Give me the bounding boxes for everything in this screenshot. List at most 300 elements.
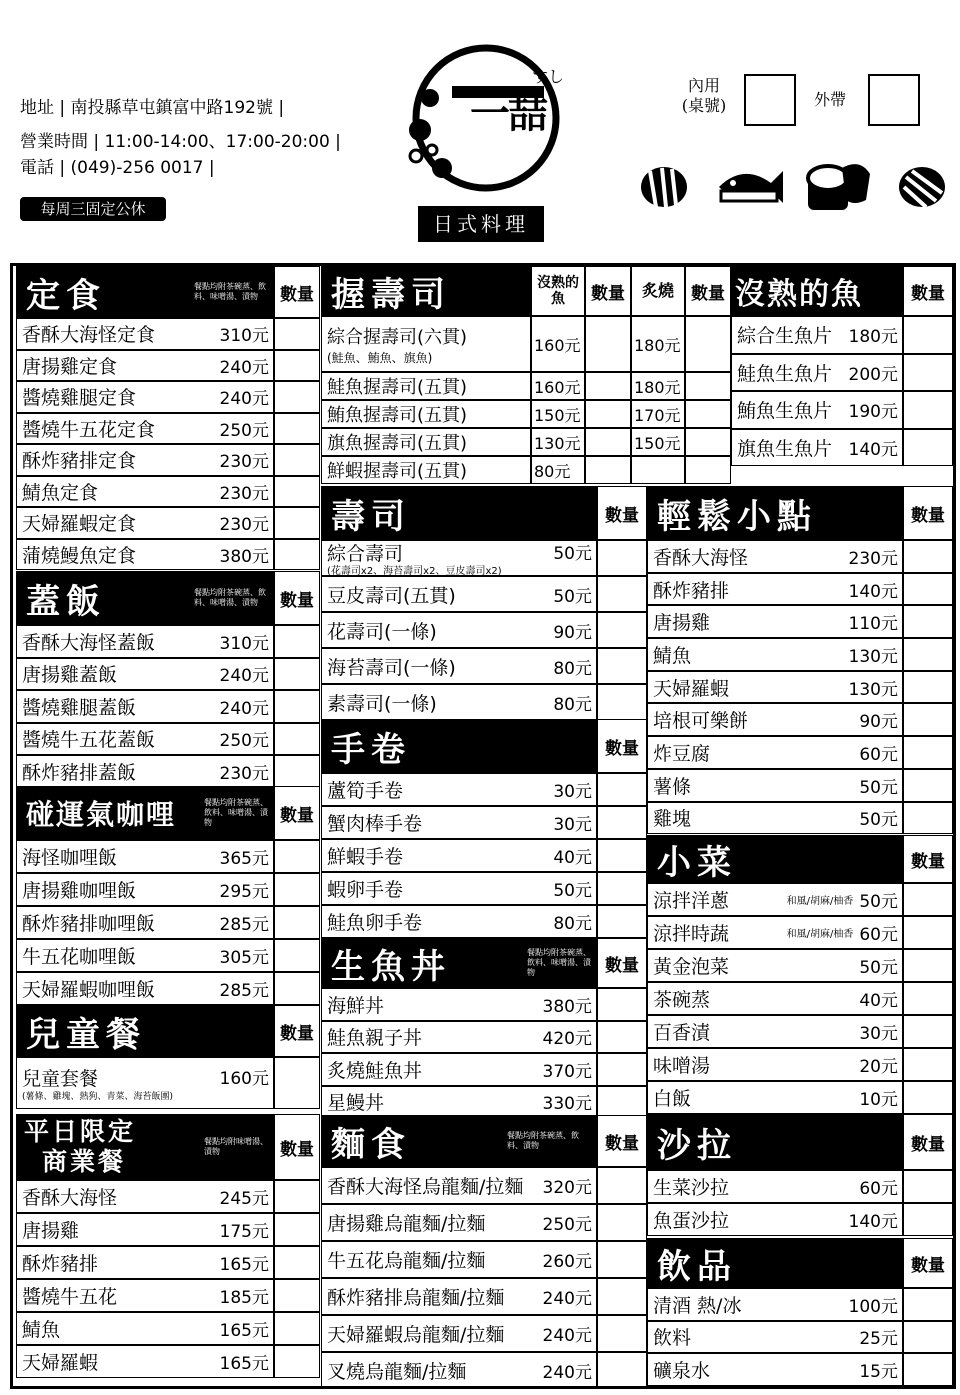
qty-cell[interactable]	[903, 1353, 953, 1386]
nigiri-row	[321, 428, 731, 456]
qty-cell[interactable]	[597, 1278, 647, 1315]
raw-price: 80元	[531, 456, 585, 484]
kids-title: 兒童餐	[26, 1014, 146, 1055]
item-name: 綜合壽司	[327, 542, 404, 565]
chirashi-list	[321, 988, 647, 1118]
item-name: 素壽司(一條)	[327, 692, 437, 715]
qty-cell[interactable]	[597, 540, 647, 576]
qty-cell[interactable]	[274, 1246, 320, 1279]
weekday-qty-header: 數量	[274, 1114, 320, 1180]
noodles-title: 麵食	[331, 1124, 411, 1165]
menu-item	[321, 1021, 597, 1054]
qty-cell[interactable]	[274, 939, 320, 972]
item-price: 240元	[219, 357, 269, 378]
address-text: 地址 | 南投縣草屯鎮富中路192號 |	[20, 98, 285, 118]
item-price: 110元	[848, 614, 898, 635]
takeout-box[interactable]	[868, 74, 920, 126]
item-name: 唐揚雞烏龍麵/拉麵	[327, 1213, 486, 1235]
qty-cell[interactable]	[597, 839, 647, 872]
item-name: 天婦羅蝦定食	[22, 513, 137, 536]
menu-item	[16, 690, 274, 723]
item-name: 培根可樂餅	[653, 710, 749, 733]
item-price: 190元	[848, 402, 898, 423]
menu-item	[16, 840, 274, 873]
menu-item	[321, 576, 597, 612]
kids-header	[16, 1005, 274, 1057]
sets-qty-header: 數量	[274, 266, 320, 318]
item-price: 240元	[542, 1326, 592, 1346]
salad-list	[647, 1170, 953, 1236]
menu-item	[647, 573, 903, 606]
item-price: 30元	[553, 782, 592, 802]
item-price: 260元	[542, 1252, 592, 1272]
qty-cell[interactable]	[903, 1170, 953, 1203]
nigiri-item	[321, 400, 531, 428]
nigiri-row	[321, 316, 731, 372]
table-no-text: (桌號)	[681, 96, 727, 115]
dine-in-label	[664, 76, 744, 116]
qty-cell[interactable]	[274, 873, 320, 906]
qty-cell[interactable]	[903, 769, 953, 802]
qty-cell[interactable]	[274, 755, 320, 788]
seared-price: 180元	[631, 372, 685, 400]
item-name: 鯖魚定食	[22, 481, 99, 504]
menu-row	[321, 612, 647, 648]
menu-item	[321, 872, 597, 905]
item-price: 20元	[859, 1057, 898, 1077]
qty-cell[interactable]	[585, 316, 631, 372]
qty-cell[interactable]	[903, 354, 953, 392]
qty-cell[interactable]	[903, 605, 953, 638]
menu-item	[321, 648, 597, 684]
menu-item	[16, 755, 274, 788]
sides-header	[647, 835, 903, 883]
qty-cell[interactable]	[274, 690, 320, 723]
drinks-list	[647, 1288, 953, 1386]
qty-cell[interactable]	[274, 972, 320, 1005]
item-name: 天婦羅蝦	[653, 677, 730, 700]
item-name: 酥炸豬排定食	[22, 450, 137, 473]
menu-item	[321, 1086, 597, 1119]
qty-cell[interactable]	[597, 773, 647, 806]
item-name: 涼拌洋蔥	[653, 890, 730, 912]
menu-row	[647, 736, 953, 769]
item-name: 酥炸豬排	[653, 579, 730, 602]
menu-row	[16, 1246, 320, 1279]
menu-item	[321, 905, 597, 938]
noodles-list	[321, 1167, 647, 1389]
menu-row	[321, 839, 647, 872]
qty-cell[interactable]	[274, 1180, 320, 1213]
item-price: 230元	[219, 515, 269, 536]
menu-row	[647, 1170, 953, 1203]
item-option: 和風/胡麻/柚香	[786, 896, 854, 907]
menu-row	[321, 1278, 647, 1315]
menu-row	[647, 671, 953, 704]
qty-cell[interactable]	[903, 429, 953, 467]
menu-item	[321, 1167, 597, 1204]
sets-title: 定食	[26, 275, 106, 316]
menu-item	[647, 769, 903, 802]
menu-item	[16, 972, 274, 1005]
qty-cell[interactable]	[597, 1053, 647, 1086]
item-name: 唐揚雞	[22, 1220, 80, 1242]
qty-cell[interactable]	[903, 802, 953, 835]
item-name: 蘆筍手卷	[327, 780, 404, 802]
item-name: 炙燒鮭魚丼	[327, 1059, 423, 1082]
menu-row	[647, 573, 953, 606]
kids-qty-header: 數量	[274, 1005, 320, 1057]
menu-row	[16, 1213, 320, 1246]
raw-price: 160元	[531, 316, 585, 372]
nigiri-qty-header-2: 數量	[685, 266, 731, 316]
item-price: 40元	[553, 848, 592, 868]
weekday-list	[16, 1180, 320, 1378]
sashimi-qty-header: 數量	[903, 266, 953, 316]
item-price: 380元	[542, 996, 592, 1017]
menu-item	[647, 949, 903, 982]
snacks-qty-header: 數量	[903, 486, 953, 540]
qty-cell[interactable]	[903, 540, 953, 573]
item-name: 香酥大海怪烏龍麵/拉麵	[327, 1176, 524, 1198]
nigiri-list	[321, 316, 731, 484]
qty-cell[interactable]	[585, 456, 631, 484]
item-name: 豆皮壽司(五貫)	[327, 584, 456, 607]
qty-cell[interactable]	[274, 476, 320, 508]
menu-item	[647, 916, 903, 949]
snacks-title: 輕鬆小點	[657, 496, 817, 537]
takeout-label: 外帶	[814, 90, 847, 109]
qty-cell[interactable]	[597, 1021, 647, 1054]
item-price: 10元	[859, 1090, 898, 1110]
dine-in-text: 內用	[687, 76, 720, 95]
qty-cell[interactable]	[597, 905, 647, 938]
qty-cell[interactable]	[274, 1312, 320, 1345]
qty-cell[interactable]	[685, 428, 731, 456]
item-price: 230元	[219, 452, 269, 473]
menu-row	[16, 840, 320, 873]
qty-cell[interactable]	[274, 906, 320, 939]
menu-row	[731, 316, 953, 354]
item-name: 酥炸豬排	[22, 1253, 99, 1275]
menu-row	[16, 1279, 320, 1312]
menu-row	[16, 1345, 320, 1378]
curry-list	[16, 840, 320, 1005]
qty-cell[interactable]	[903, 1081, 953, 1114]
menu-row	[16, 539, 320, 571]
qty-cell[interactable]	[597, 872, 647, 905]
qty-cell[interactable]	[903, 1288, 953, 1321]
menu-item	[16, 507, 274, 539]
menu-row	[16, 381, 320, 413]
menu-item	[16, 873, 274, 906]
sets-list	[16, 318, 320, 570]
qty-cell[interactable]	[685, 372, 731, 400]
qty-cell[interactable]	[903, 391, 953, 429]
menu-row	[321, 540, 647, 576]
qty-cell[interactable]	[274, 318, 320, 350]
item-name: 香酥大海怪定食	[22, 324, 156, 347]
item-name: 天婦羅蝦咖哩飯	[22, 979, 156, 1001]
menu-row	[647, 638, 953, 671]
nigiri-item	[321, 428, 531, 456]
menu-item	[321, 1053, 597, 1086]
menu-item	[321, 612, 597, 648]
qty-cell[interactable]	[685, 400, 731, 428]
nigiri-header	[321, 266, 531, 316]
nigiri-row	[321, 456, 731, 484]
item-price: 50元	[859, 892, 898, 912]
qty-cell[interactable]	[903, 883, 953, 916]
menu-item	[321, 1204, 597, 1241]
item-name: 白飯	[653, 1088, 692, 1110]
item-price: 50元	[859, 810, 898, 831]
item-name: 天婦羅蝦烏龍麵/拉麵	[327, 1324, 505, 1346]
item-name: 酥炸豬排咖哩飯	[22, 913, 156, 935]
item-name: 魚蛋沙拉	[653, 1210, 730, 1232]
item-price: 185元	[219, 1288, 269, 1308]
item-price: 50元	[553, 881, 592, 901]
menu-item	[647, 883, 903, 916]
menu-item	[647, 671, 903, 704]
menu-row	[647, 949, 953, 982]
item-price: 15元	[859, 1361, 898, 1382]
qty-cell[interactable]	[585, 400, 631, 428]
qty-cell[interactable]	[685, 316, 731, 372]
sushi-list	[321, 540, 647, 720]
item-name: 鮮蝦手卷	[327, 846, 404, 868]
weekday-header	[16, 1114, 274, 1180]
qty-cell[interactable]	[597, 648, 647, 684]
menu-item	[321, 684, 597, 720]
menu-row	[321, 1204, 647, 1241]
item-price: 80元	[553, 914, 592, 934]
menu-row	[321, 872, 647, 905]
qty-cell[interactable]	[903, 982, 953, 1015]
qty-cell[interactable]	[597, 988, 647, 1021]
menu-row	[731, 354, 953, 392]
qty-cell[interactable]	[597, 806, 647, 839]
menu-row	[16, 350, 320, 382]
qty-cell[interactable]	[903, 671, 953, 704]
qty-cell[interactable]	[903, 1203, 953, 1236]
nigiri-row	[321, 400, 731, 428]
qty-cell[interactable]	[903, 316, 953, 354]
salad-qty-header: 數量	[903, 1114, 953, 1170]
item-price: 380元	[219, 546, 269, 567]
item-price: 130元	[848, 679, 898, 700]
qty-cell[interactable]	[274, 1279, 320, 1312]
menu-item	[321, 1241, 597, 1278]
menu-row	[647, 802, 953, 835]
menu-row	[16, 972, 320, 1005]
item-name: 海苔壽司(一條)	[327, 656, 456, 679]
drinks-header	[647, 1238, 903, 1288]
sets-header	[16, 266, 274, 318]
item-name: 唐揚雞定食	[22, 355, 118, 378]
qty-cell[interactable]	[274, 539, 320, 571]
menu-item	[647, 1321, 903, 1354]
item-price: 165元	[219, 1354, 269, 1374]
weekday-title-2: 商業餐	[42, 1147, 127, 1176]
qty-cell[interactable]	[585, 428, 631, 456]
qty-cell[interactable]	[597, 1241, 647, 1278]
item-name: 牛五花咖哩飯	[22, 946, 137, 968]
drinks-title: 飲品	[657, 1246, 737, 1287]
qty-cell[interactable]	[597, 1315, 647, 1352]
item-name: 鮪魚生魚片	[737, 400, 833, 423]
qty-cell[interactable]	[903, 736, 953, 769]
item-price: 245元	[219, 1189, 269, 1209]
menu-item	[16, 625, 274, 658]
qty-cell[interactable]	[274, 413, 320, 445]
salad-title: 沙拉	[657, 1125, 737, 1166]
qty-cell[interactable]	[274, 723, 320, 756]
item-name: 鮮蝦握壽司(五貫)	[327, 461, 468, 482]
qty-cell[interactable]	[274, 381, 320, 413]
item-name: 黃金泡菜	[653, 956, 730, 978]
sushi-header	[321, 486, 597, 540]
qty-cell[interactable]	[274, 1345, 320, 1378]
qty-cell[interactable]	[274, 350, 320, 382]
qty-cell[interactable]	[597, 1204, 647, 1241]
handroll-qty-header: 數量	[597, 719, 647, 773]
qty-cell[interactable]	[903, 638, 953, 671]
menu-row	[321, 773, 647, 806]
item-name: 醬燒雞腿定食	[22, 387, 137, 410]
qty-cell[interactable]	[597, 612, 647, 648]
menu-item	[16, 1345, 274, 1378]
closed-badge: 每周三固定公休	[20, 197, 166, 221]
item-name: 海鮮丼	[327, 994, 385, 1017]
donburi-note: 餐點均附茶碗蒸、飲料、味噌湯、漬物	[194, 588, 266, 607]
item-name: 炸豆腐	[653, 742, 711, 765]
qty-cell[interactable]	[274, 625, 320, 658]
menu-item	[647, 1203, 903, 1236]
item-name: 牛五花烏龍麵/拉麵	[327, 1250, 486, 1272]
item-name: 花壽司(一條)	[327, 620, 437, 643]
drinks-qty-header: 數量	[903, 1238, 953, 1288]
item-name: 叉燒烏龍麵/拉麵	[327, 1361, 467, 1383]
item-price: 165元	[219, 1321, 269, 1341]
qty-cell[interactable]	[274, 840, 320, 873]
item-name: 天婦羅蝦	[22, 1352, 99, 1374]
menu-row	[647, 540, 953, 573]
noodles-header	[321, 1115, 597, 1167]
qty-cell[interactable]	[597, 1167, 647, 1204]
item-price: 165元	[219, 1255, 269, 1275]
menu-item	[16, 1279, 274, 1312]
donburi-header	[16, 571, 274, 625]
qty-cell[interactable]	[597, 576, 647, 612]
qty-cell[interactable]	[597, 684, 647, 720]
table-no-box[interactable]	[744, 74, 796, 126]
noodles-qty-header: 數量	[597, 1115, 647, 1167]
qty-cell[interactable]	[903, 1015, 953, 1048]
qty-cell[interactable]	[274, 507, 320, 539]
logo-kana: すし	[532, 67, 565, 86]
menu-row	[321, 806, 647, 839]
menu-row	[321, 905, 647, 938]
item-price: 240元	[542, 1363, 592, 1383]
menu-item	[731, 429, 903, 467]
item-price: 50元	[553, 543, 592, 564]
qty-cell[interactable]	[903, 916, 953, 949]
qty-cell[interactable]	[685, 456, 731, 484]
qty-cell[interactable]	[903, 703, 953, 736]
qty-cell[interactable]	[903, 1048, 953, 1081]
item-name: 海怪咖哩飯	[22, 847, 118, 869]
qty-cell[interactable]	[597, 1352, 647, 1389]
qty-cell[interactable]	[903, 573, 953, 606]
item-name: 星鰻丼	[327, 1092, 385, 1115]
item-price: 230元	[219, 483, 269, 504]
item-sub: (花壽司x2、海苔壽司x2、豆皮壽司x2)	[327, 565, 502, 576]
item-name: 蝦卵手卷	[327, 879, 404, 901]
qty-cell[interactable]	[903, 1321, 953, 1354]
roll-sushi-icon	[806, 160, 874, 212]
menu-item	[321, 540, 597, 576]
item-price: 60元	[859, 1179, 898, 1199]
item-price: 250元	[542, 1215, 592, 1235]
qty-cell[interactable]	[597, 1086, 647, 1119]
menu-row	[16, 1180, 320, 1213]
item-price: 50元	[553, 586, 592, 607]
item-name: 鮪魚握壽司(五貫)	[327, 405, 468, 426]
item-price: 285元	[219, 981, 269, 1001]
qty-cell[interactable]	[903, 949, 953, 982]
raw-price: 160元	[531, 372, 585, 400]
qty-cell[interactable]	[274, 1213, 320, 1246]
logo-text: 一喆	[470, 90, 546, 137]
qty-cell[interactable]	[585, 372, 631, 400]
item-sub: (薯條、雞塊、熱狗、青菜、海苔飯團)	[22, 1091, 174, 1102]
noodles-note: 餐點均附茶碗蒸、飲料、漬物	[507, 1131, 579, 1150]
menu-item	[16, 318, 274, 350]
menu-item	[16, 1312, 274, 1345]
menu-row	[16, 906, 320, 939]
qty-cell[interactable]	[274, 658, 320, 691]
item-name: 唐揚雞蓋飯	[22, 664, 118, 687]
item-price: 60元	[859, 744, 898, 765]
nigiri-seared-header: 炙燒	[631, 266, 685, 316]
item-name: 醬燒雞腿蓋飯	[22, 696, 137, 719]
item-price: 305元	[219, 948, 269, 968]
menu-row	[321, 1167, 647, 1204]
item-name: 鯖魚	[653, 644, 692, 667]
menu-row	[16, 444, 320, 476]
menu-row	[321, 988, 647, 1021]
qty-cell[interactable]	[274, 444, 320, 476]
item-price: 180元	[848, 327, 898, 348]
item-price: 320元	[542, 1178, 592, 1198]
menu-item	[16, 476, 274, 508]
menu-row	[16, 873, 320, 906]
menu-row	[647, 1015, 953, 1048]
item-price: 250元	[219, 731, 269, 752]
menu-item	[321, 806, 597, 839]
item-name: 酥炸豬排烏龍麵/拉麵	[327, 1287, 505, 1309]
item-price: 80元	[553, 694, 592, 715]
snacks-header	[647, 486, 903, 540]
qty-cell[interactable]	[274, 1057, 320, 1109]
item-name: 綜合握壽司(六貫)	[327, 326, 468, 348]
menu-row	[16, 318, 320, 350]
menu-row	[647, 769, 953, 802]
menu-item	[16, 658, 274, 691]
menu-row	[321, 1021, 647, 1054]
menu-row	[647, 1321, 953, 1354]
